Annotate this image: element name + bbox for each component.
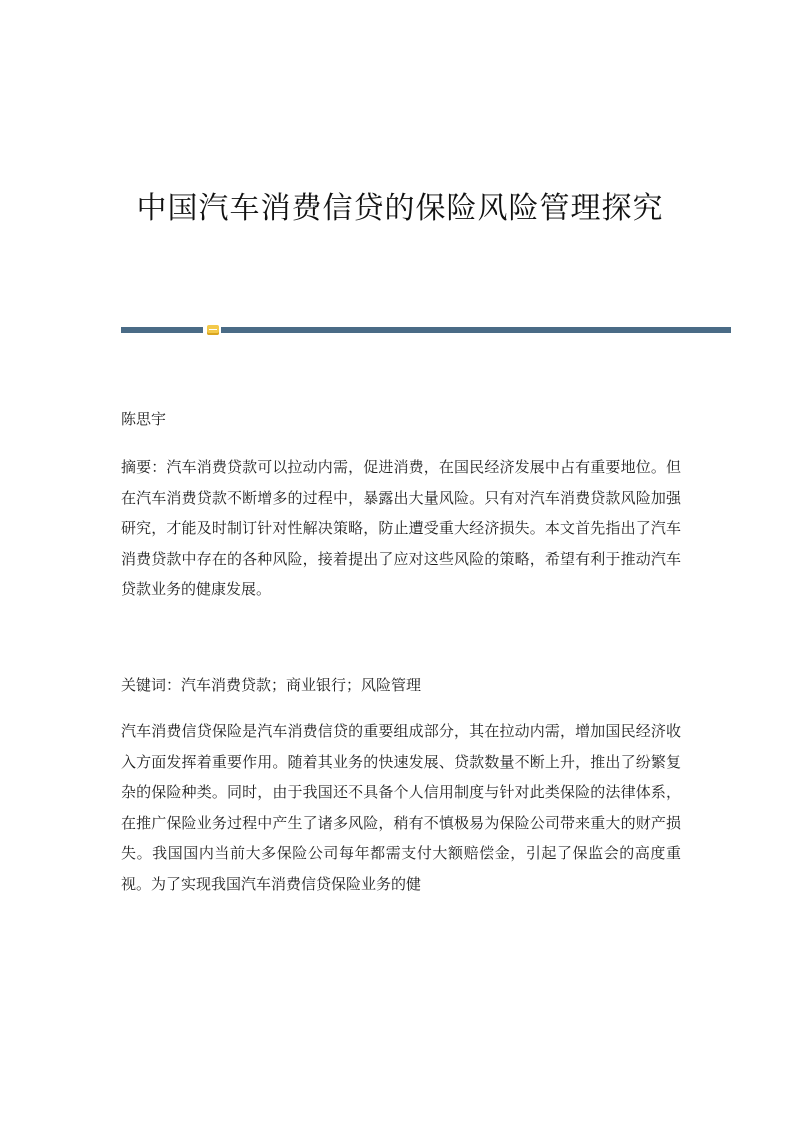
abstract-paragraph: 摘要：汽车消费贷款可以拉动内需，促进消费，在国民经济发展中占有重要地位。但在汽车消费贷款不断增多的过程中，暴露出大量风险。只有对汽车消费贷款风险加强研究，才能及时制订针对性解决策略，防止遭受重大经济损失。本文首先指出了汽车消费贷款中存在的各种风险，接着提出了应对这些风险的策略，希望有利于推动汽车贷款业务的健康发展。 (121, 458, 681, 598)
title-divider (121, 325, 731, 334)
author-name: 陈思宇 (121, 410, 167, 428)
divider-bar-left (121, 327, 203, 333)
document-title: 中国汽车消费信贷的保险风险管理探究 (136, 191, 664, 226)
keywords-line: 关键词：汽车消费贷款；商业银行；风险管理 (121, 676, 422, 694)
divider-bar-right (221, 327, 731, 333)
divider-badge-icon (207, 325, 219, 335)
body-paragraph: 汽车消费信贷保险是汽车消费信贷的重要组成部分，其在拉动内需，增加国民经济收入方面发挥着重要作用。随着其业务的快速发展、贷款数量不断上升，推出了纷繁复杂的保险种类。同时，由于我国还不具备个人信用制度与针对此类保险的法律体系，在推广保险业务过程中产生了诸多风险，稍有不慎极易为保险公司带来重大的财产损失。我国国内当前大多保险公司每年都需支付大额赔偿金，引起了保监会的高度重视。为了实现我国汽车消费信贷保险业务的健 (121, 722, 681, 893)
